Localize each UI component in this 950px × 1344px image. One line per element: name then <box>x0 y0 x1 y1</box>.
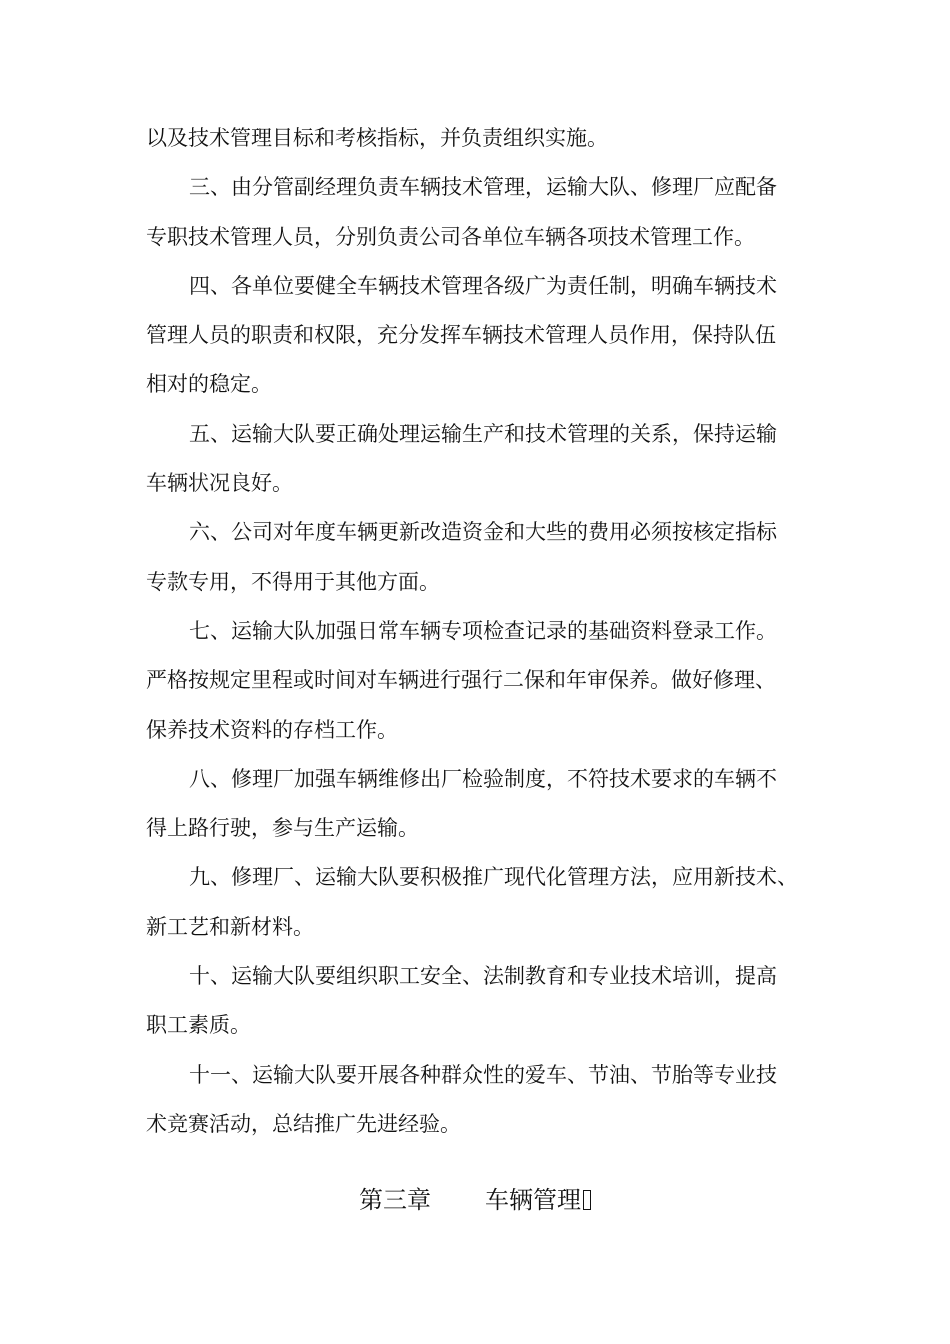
paragraph-3-line-1: 三、由分管副经理负责车辆技术管理，运输大队、修理厂应配备 <box>189 175 777 200</box>
paragraph-8-line-1: 八、修理厂加强车辆维修出厂检验制度，不符技术要求的车辆不 <box>189 766 777 791</box>
text-line: 相对的稳定。 <box>146 372 272 397</box>
chapter-heading <box>0 1176 950 1224</box>
paragraph-7-line-1: 七、运输大队加强日常车辆专项检查记录的基础资料登录工作。 <box>189 618 777 643</box>
text-line: 职工素质。 <box>146 1013 251 1038</box>
paragraph-10-line-1: 十、运输大队要组织职工安全、法制教育和专业技术培训，提高 <box>189 964 777 989</box>
paragraph-4-line-1: 四、各单位要健全车辆技术管理各级广为责任制，明确车辆技术 <box>189 273 777 298</box>
text-line: 车辆状况良好。 <box>146 471 293 496</box>
text-line: 术竞赛活动，总结推广先进经验。 <box>146 1111 461 1136</box>
text-line: 保养技术资料的存档工作。 <box>146 717 398 742</box>
body-text <box>146 114 810 1149</box>
text-line: 专职技术管理人员，分别负责公司各单位车辆各项技术管理工作。 <box>146 224 755 249</box>
chapter-title: 车辆管理 <box>485 1186 581 1214</box>
missing-glyph-box <box>583 1190 591 1210</box>
paragraph-9-line-1: 九、修理厂、运输大队要积极推广现代化管理方法，应用新技术、 <box>189 865 798 890</box>
text-line: 专款专用，不得用于其他方面。 <box>146 569 440 594</box>
paragraph-5-line-1: 五、运输大队要正确处理运输生产和技术管理的关系，保持运输 <box>189 421 777 446</box>
text-line: 得上路行驶，参与生产运输。 <box>146 816 419 841</box>
text-line: 管理人员的职责和权限，充分发挥车辆技术管理人员作用，保持队伍 <box>146 323 776 348</box>
paragraph-11-line-1: 十一、运输大队要开展各种群众性的爱车、节油、节胎等专业技 <box>189 1062 777 1087</box>
paragraph-6-line-1: 六、公司对年度车辆更新改造资金和大些的费用必须按核定指标 <box>189 520 777 545</box>
text-line: 严格按规定里程或时间对车辆进行强行二保和年审保养。做好修理、 <box>146 668 776 693</box>
chapter-number: 第三章 <box>359 1186 431 1214</box>
text-line: 新工艺和新材料。 <box>146 914 314 939</box>
text-line: 以及技术管理目标和考核指标，并负责组织实施。 <box>146 126 608 150</box>
